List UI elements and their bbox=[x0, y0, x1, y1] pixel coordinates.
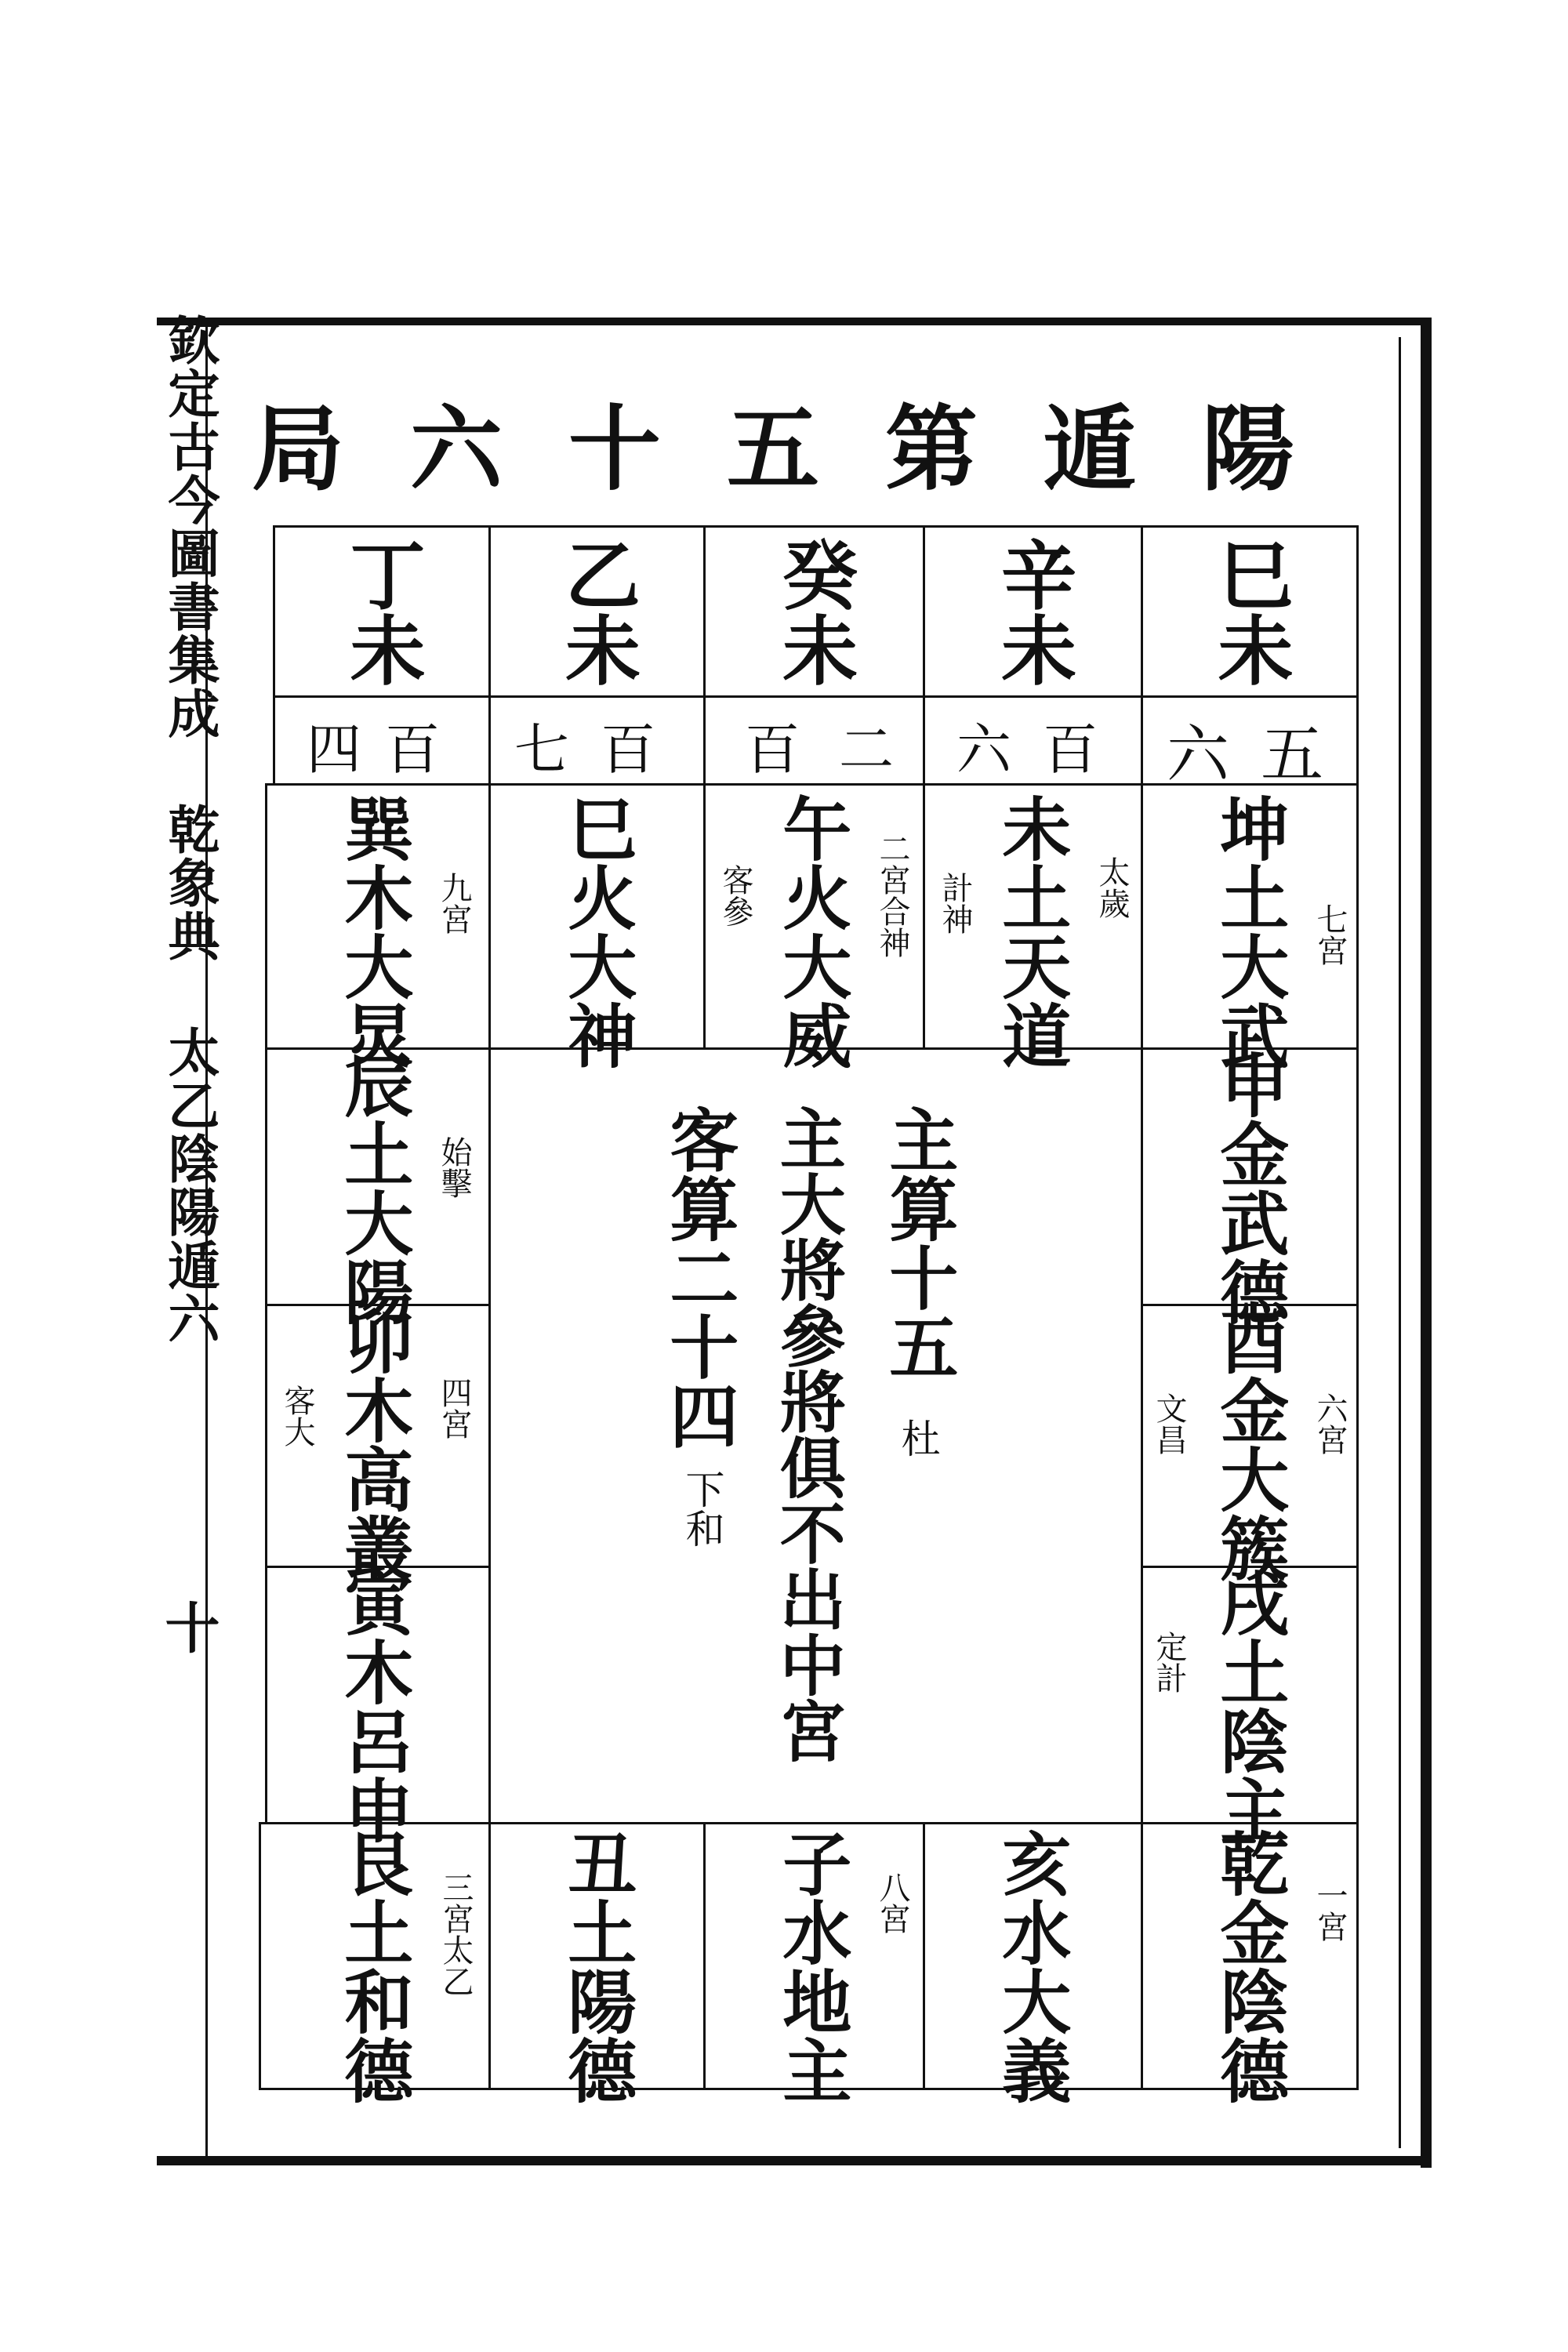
margin-note: 欽定古今圖書集成 乾象典 太乙陰陽遁六 bbox=[159, 314, 220, 1345]
inner-top-cell-1: 未土天道 太歲 計神 bbox=[923, 783, 1143, 1050]
outer-frame-right bbox=[1421, 318, 1432, 2168]
center-line-2: 主大將參將俱不出中宮 bbox=[769, 1105, 848, 1763]
right-cell-2: 申金武德 bbox=[1141, 1047, 1359, 1306]
num-cell-5: 百 四 bbox=[273, 695, 491, 786]
num-cell-1: 五 六 bbox=[1141, 695, 1359, 786]
right-cell-3: 酉金大簇 六宮 文昌 bbox=[1141, 1304, 1359, 1568]
center-line-1-note: 杜 bbox=[895, 1418, 941, 1457]
left-cell-2: 辰土大陽 始擊 bbox=[265, 1047, 491, 1306]
top-cell-5: 丁未 bbox=[273, 525, 491, 698]
margin-page-number: 十 bbox=[156, 1599, 221, 1654]
inner-frame-right bbox=[1399, 337, 1401, 2148]
top-cell-4: 乙未 bbox=[488, 525, 706, 698]
left-cell-1: 巽木大炅 九宮 bbox=[265, 783, 491, 1050]
right-cell-4: 戌土陰主 定計 bbox=[1141, 1566, 1359, 1824]
top-cell-2: 辛未 bbox=[923, 525, 1143, 698]
left-cell-5: 艮土和德 三宮太乙 bbox=[259, 1822, 491, 2090]
right-cell-5: 乾金陰德 一宮 bbox=[1141, 1822, 1359, 2090]
center-block bbox=[488, 1047, 1143, 1824]
left-cell-4: 寅木呂申 bbox=[265, 1566, 491, 1824]
top-cell-3: 癸未 bbox=[703, 525, 925, 698]
inner-top-cell-2: 午火大威 二宮合神 客參 bbox=[703, 783, 925, 1050]
outer-frame-bottom bbox=[157, 2156, 1432, 2165]
num-cell-3: 二 百 bbox=[703, 695, 925, 786]
inner-top-cell-3: 巳火大神 bbox=[488, 783, 706, 1050]
center-line-3-note: 下和 bbox=[679, 1469, 725, 1548]
bottom-cell-3: 丑土陽德 bbox=[488, 1822, 706, 2090]
bottom-cell-1: 亥水大義 bbox=[923, 1822, 1143, 2090]
page-title: 陽遁第五十六局 bbox=[251, 394, 1360, 503]
outer-frame-top bbox=[157, 318, 1431, 325]
center-line-3: 客算二十四 bbox=[659, 1105, 741, 1450]
num-cell-2: 百 六 bbox=[923, 695, 1143, 786]
right-cell-1: 坤土大武 七宮 bbox=[1141, 783, 1359, 1050]
left-cell-3: 卯木高叢 四宮 客大 bbox=[265, 1304, 491, 1568]
top-cell-1: 巳未 bbox=[1141, 525, 1359, 698]
num-cell-4: 百 七 bbox=[488, 695, 706, 786]
bottom-cell-2: 子水地主 八宮 bbox=[703, 1822, 925, 2090]
center-line-1: 主算十五 bbox=[878, 1105, 960, 1381]
